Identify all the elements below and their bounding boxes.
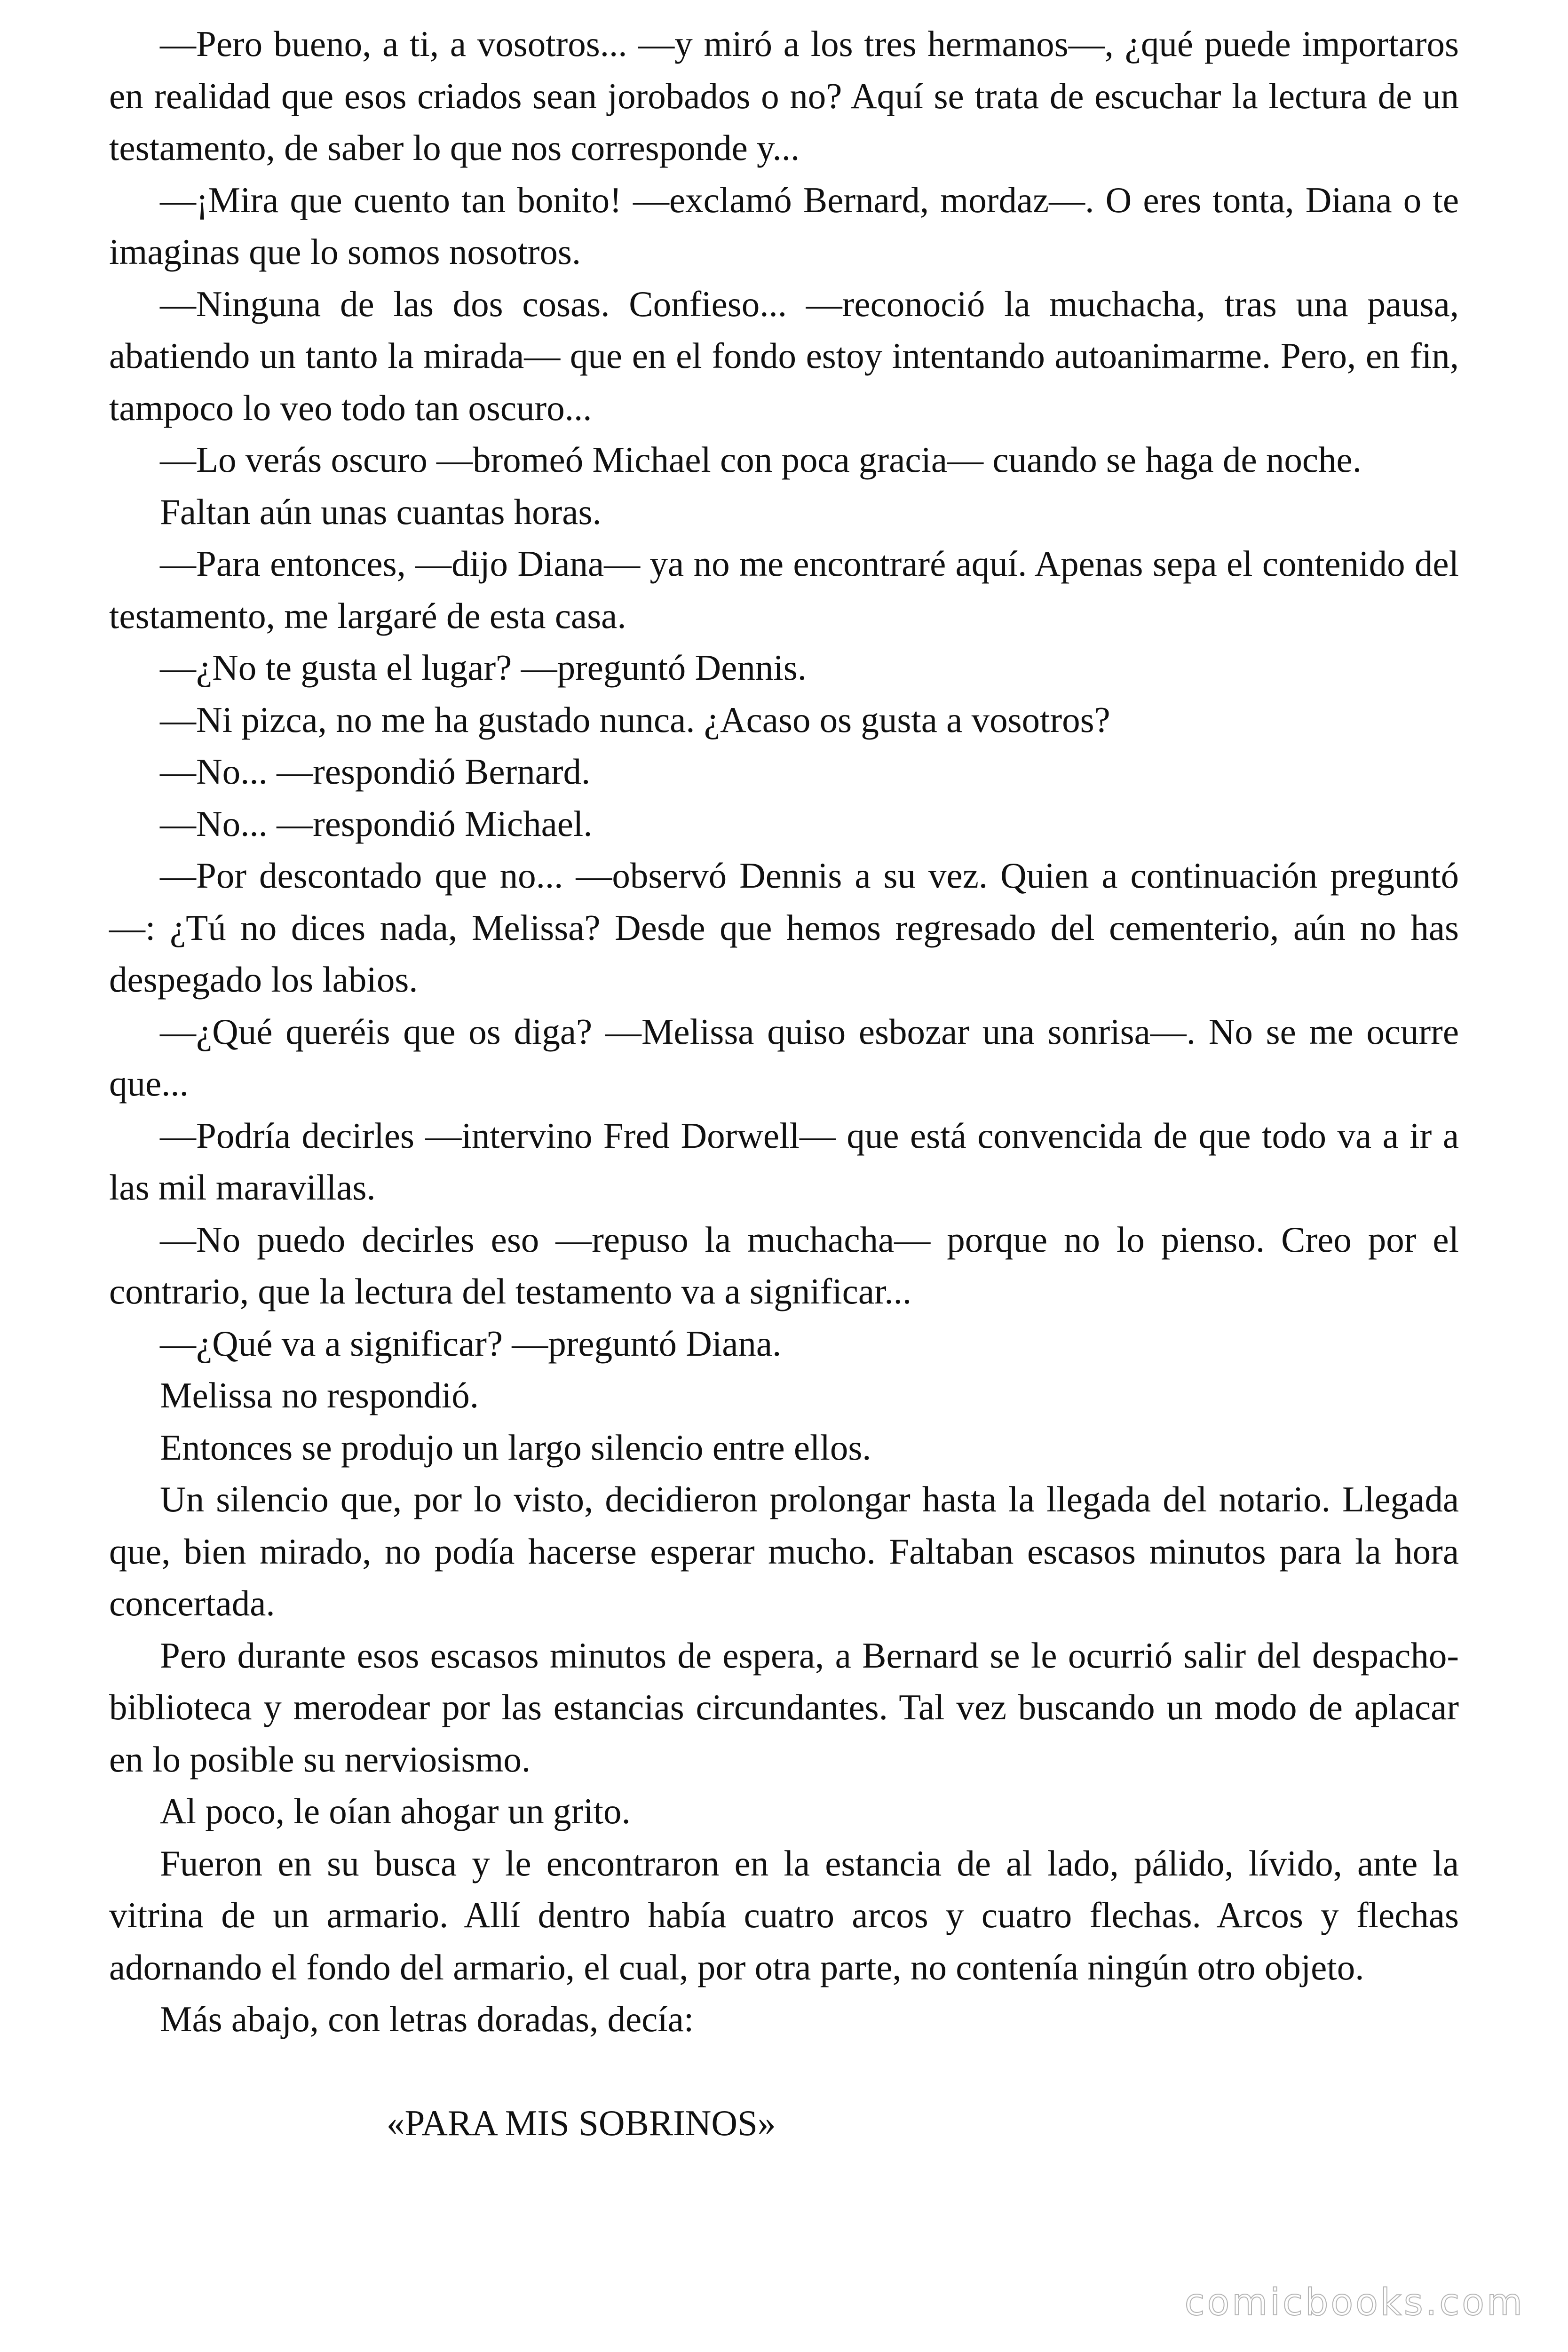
paragraph: —Ninguna de las dos cosas. Confieso... —reconoció la muchacha, tras una pausa, abatiendo un tanto la mirada— que en el fondo estoy intentando autoanimarme. Pero, en fin, tampoco lo veo todo tan oscuro...	[109, 283, 1459, 428]
paragraph: Un silencio que, por lo visto, decidieron prolongar hasta la llegada del notario. Llegada que, bien mirado, no podía hacerse esperar mucho. Faltaban escasos minutos para la hora concertada.	[109, 1479, 1459, 1623]
paragraph: Pero durante esos escasos minutos de espera, a Bernard se le ocurrió salir del despacho-biblioteca y merodear por las estancias circundantes. Tal vez buscando un modo de aplacar en lo posible su nerviosismo.	[109, 1635, 1459, 1780]
paragraph: Melissa no respondió.	[160, 1375, 479, 1415]
paragraph: Entonces se produjo un largo silencio entre ellos.	[160, 1427, 871, 1468]
paragraph: —No... —respondió Michael.	[160, 803, 593, 844]
paragraph: —Ni pizca, no me ha gustado nunca. ¿Acaso os gusta a vosotros?	[160, 699, 1110, 740]
paragraph: —No puedo decirles eso —repuso la muchacha— porque no lo pienso. Creo por el contrario, que la lectura del testamento va a significar...	[109, 1219, 1459, 1311]
paragraph: —Podría decirles —intervino Fred Dorwell— que está convencida de que todo va a ir a las mil maravillas.	[109, 1115, 1459, 1208]
paragraph: —¿No te gusta el lugar? —preguntó Dennis.	[160, 647, 807, 688]
paragraph: —¿Qué queréis que os diga? —Melissa quiso esbozar una sonrisa—. No se me ocurre que...	[109, 1011, 1459, 1104]
paragraph: —Por descontado que no... —observó Dennis a su vez. Quien a continuación preguntó—: ¿Tú no dices nada, Melissa? Desde que hemos regresado del cementerio, aún no has despegado los labios.	[109, 855, 1459, 1000]
watermark: comicbooks.com	[1184, 2281, 1525, 2324]
paragraph: —Pero bueno, a ti, a vosotros... —y miró a los tres hermanos—, ¿qué puede importaros en realidad que esos criados sean jorobados o no? Aquí se trata de escuchar la lectura de un testamento, de saber lo que nos corresponde y...	[109, 24, 1459, 168]
cabinet-inscription: «PARA MIS SOBRINOS»	[387, 2102, 776, 2143]
paragraph: Faltan aún unas cuantas horas.	[160, 491, 602, 532]
paragraph: —Para entonces, —dijo Diana— ya no me encontraré aquí. Apenas sepa el contenido del testamento, me largaré de esta casa.	[109, 543, 1459, 636]
paragraph: —¡Mira que cuento tan bonito! —exclamó Bernard, mordaz—. O eres tonta, Diana o te imaginas que lo somos nosotros.	[109, 179, 1459, 272]
paragraph: —¿Qué va a significar? —preguntó Diana.	[160, 1323, 782, 1364]
paragraph: Fueron en su busca y le encontraron en la estancia de al lado, pálido, lívido, ante la vitrina de un armario. Allí dentro había cuatro arcos y cuatro flechas. Arcos y flechas adornando el fondo del armario, el cual, por otra parte, no contenía ningún otro objeto.	[109, 1843, 1459, 1987]
paragraph: —Lo verás oscuro —bromeó Michael con poca gracia— cuando se haga de noche.	[160, 439, 1362, 480]
page-body	[109, 18, 1459, 2149]
paragraph: —No... —respondió Bernard.	[160, 751, 591, 792]
paragraph: Al poco, le oían ahogar un grito.	[160, 1791, 631, 1831]
paragraph: Más abajo, con letras doradas, decía:	[160, 1999, 694, 2039]
